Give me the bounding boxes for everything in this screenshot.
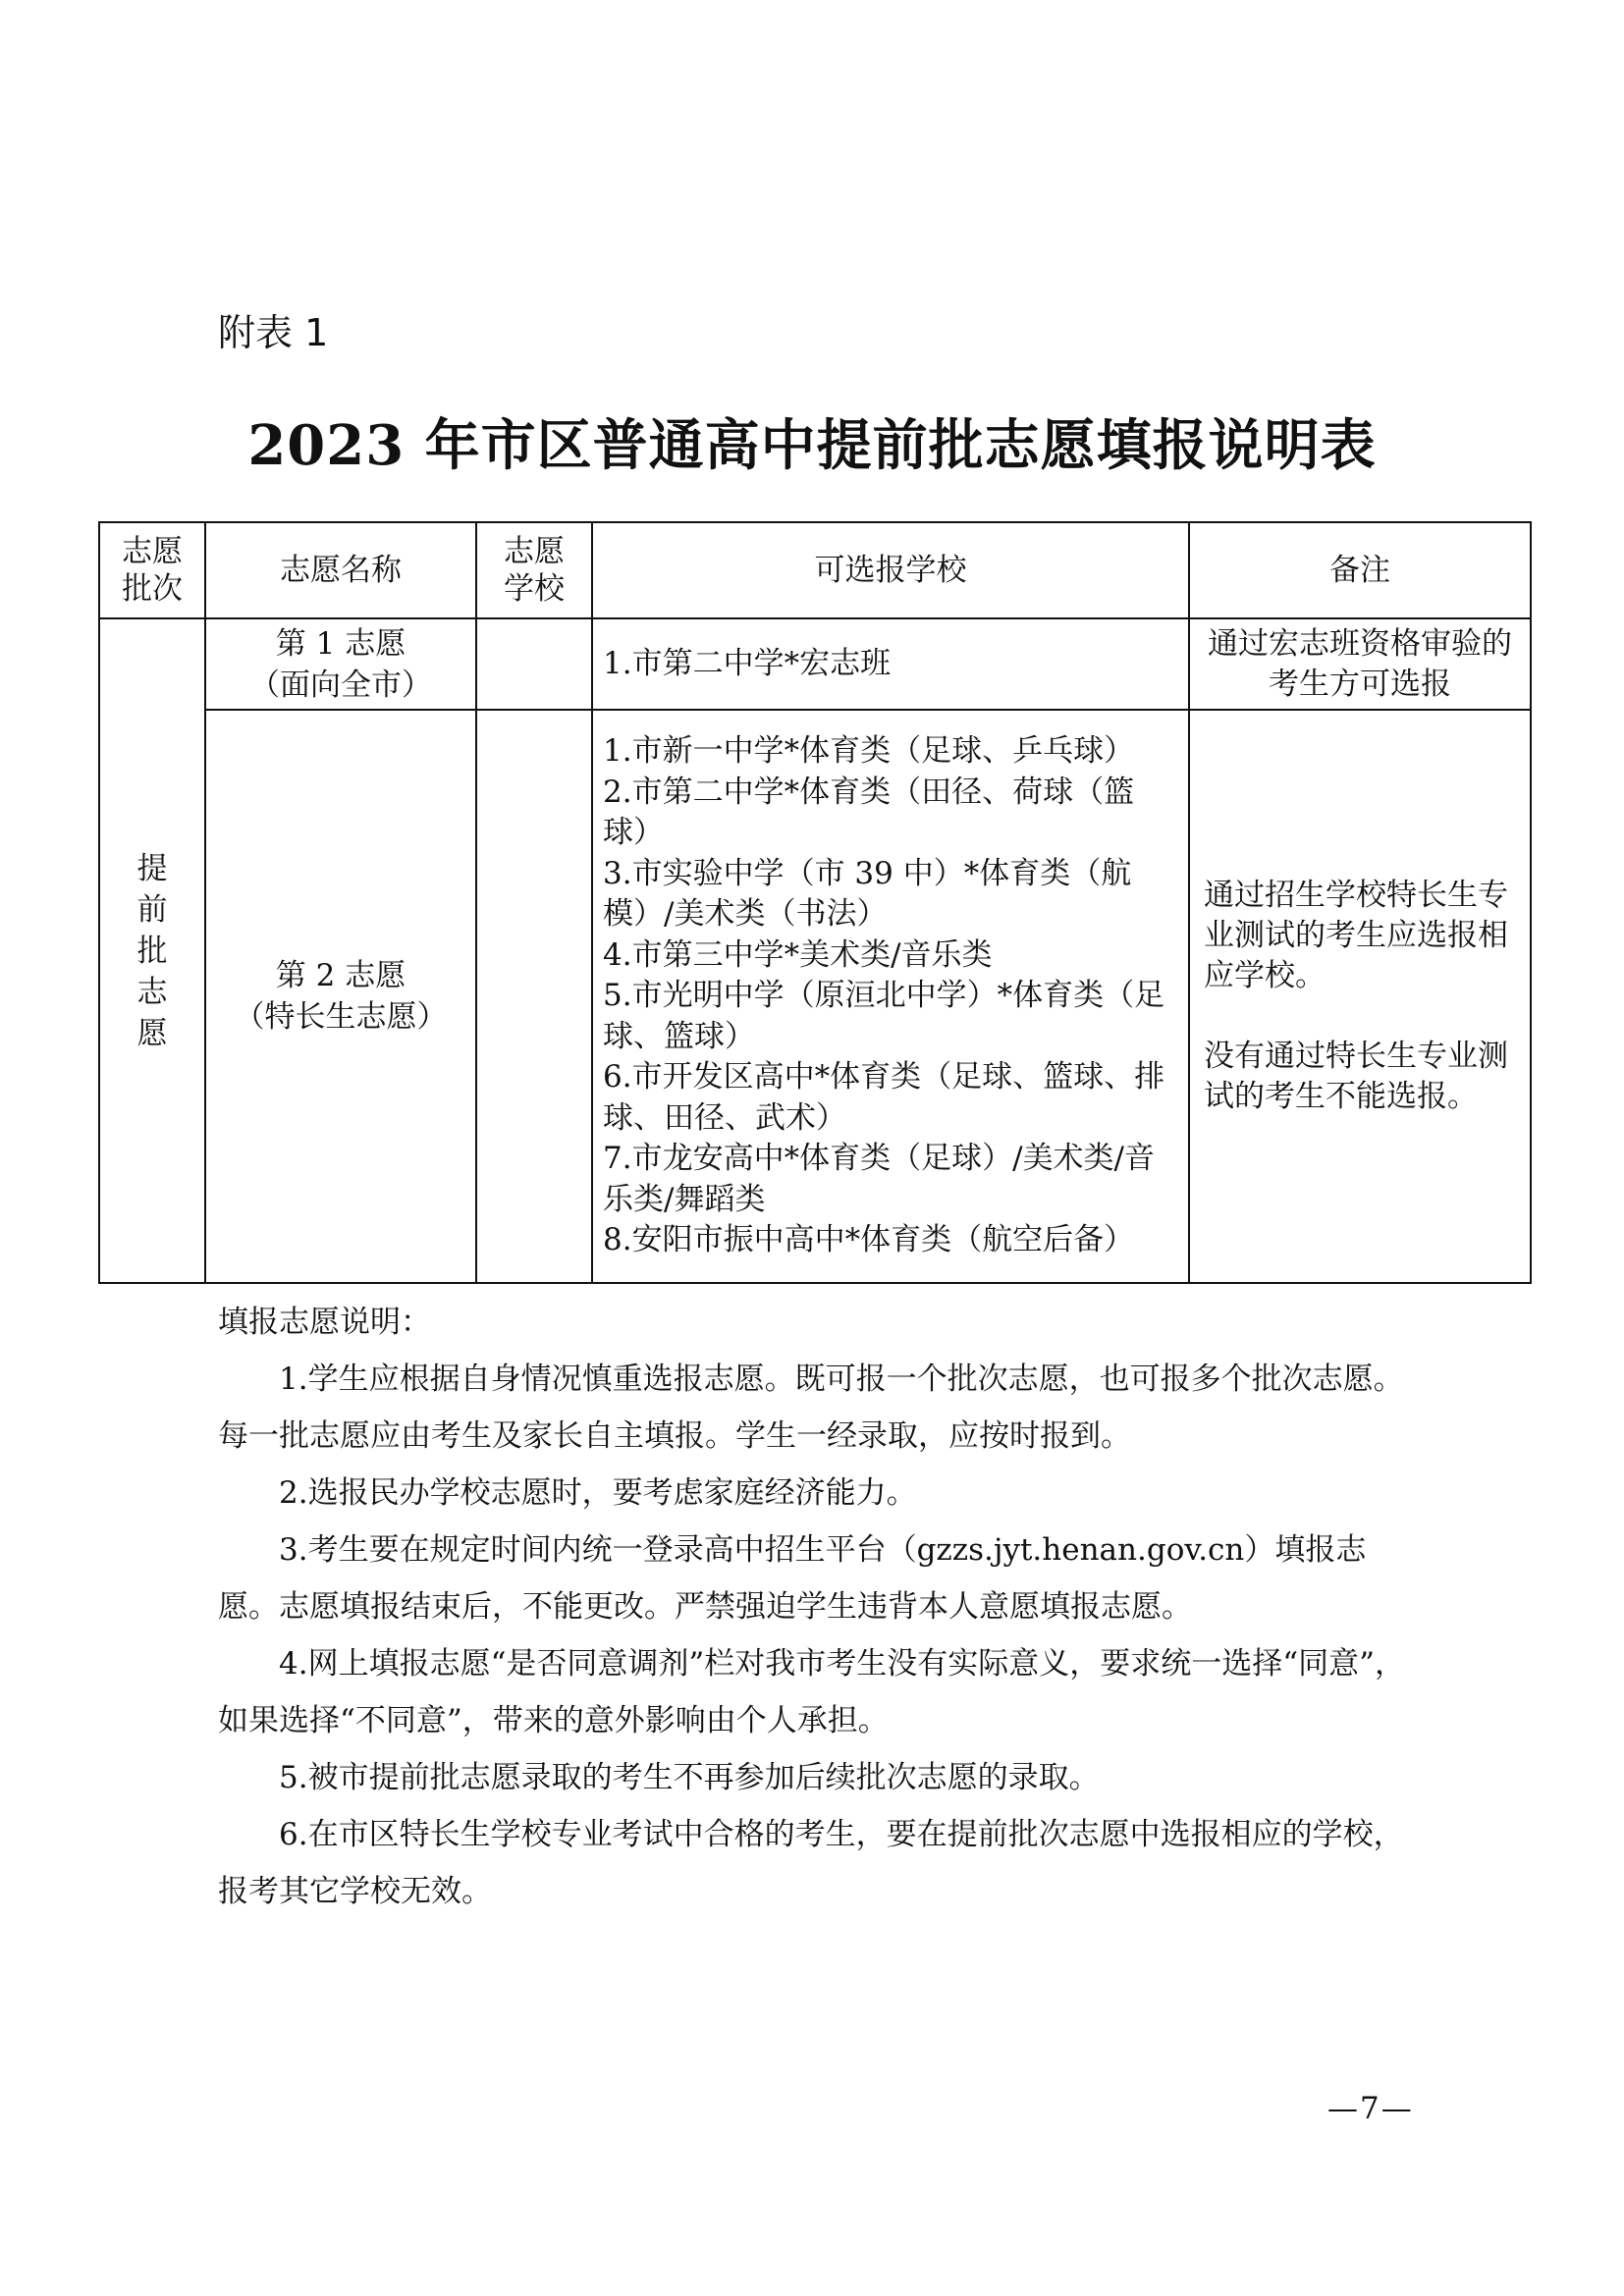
option-item: 1.市第二中学*宏志班 [603, 645, 892, 681]
appendix-label: 附表 1 [218, 311, 329, 354]
note-cell [1189, 710, 1531, 1283]
volunteer-school-cell [476, 618, 592, 710]
note-paragraph: 通过招生学校特长生专业测试的考生应选报相应学校。 [1204, 878, 1508, 993]
volunteer-name-cell [205, 710, 476, 1283]
volunteer-scope: （面向全市） [249, 667, 432, 703]
explanation-heading: 填报志愿说明： [218, 1305, 431, 1340]
options-cell [592, 618, 1189, 710]
header-note: 备注 [1189, 522, 1531, 618]
table-row [99, 618, 1531, 710]
note-paragraph: 没有通过特长生专业测试的考生不能选报。 [1204, 1039, 1508, 1114]
option-item: 7.市龙安高中*体育类（足球）/美术类/音乐类/舞蹈类 [603, 1141, 1155, 1217]
option-item: 6.市开发区高中*体育类（足球、篮球、排球、田径、武术） [603, 1059, 1165, 1136]
explanation-item: 2.选报民办学校志愿时，要考虑家庭经济能力。 [279, 1475, 917, 1511]
header-batch: 志愿批次 [99, 522, 205, 618]
option-item: 2.市第二中学*体育类（田径、荷球（篮球） [603, 774, 1135, 851]
note-cell: 通过宏志班资格审验的考生方可选报 [1189, 618, 1531, 710]
explanation-item: 4.网上填报志愿“是否同意调剂”栏对我市考生没有实际意义，要求统一选择“同意”，如果选择“不同意”，带来的意外影响由个人承担。 [218, 1646, 1405, 1738]
explanation-item: 5.被市提前批志愿录取的考生不再参加后续批次志愿的录取。 [279, 1760, 1100, 1795]
header-name: 志愿名称 [205, 522, 476, 618]
explanation-item: 1.学生应根据自身情况慎重选报志愿。既可报一个批次志愿，也可报多个批次志愿。每一批志愿应由考生及家长自主填报。学生一经录取，应按时报到。 [218, 1362, 1404, 1454]
option-item: 3.市实验中学（市 39 中）*体育类（航模）/美术类（书法） [603, 855, 1132, 933]
option-item: 1.市新一中学*体育类（足球、乒乓球） [603, 733, 1135, 770]
document-title: 2023 年市区普通高中提前批志愿填报说明表 [247, 413, 1377, 478]
volunteer-name: 第 2 志愿 [275, 958, 406, 993]
option-item: 8.安阳市振中高中*体育类（航空后备） [603, 1222, 1135, 1258]
header-options: 可选报学校 [592, 522, 1189, 618]
explanation-section [218, 1294, 1412, 1920]
option-item: 5.市光明中学（原洹北中学）*体育类（足球、篮球） [603, 978, 1165, 1054]
explanation-item: 3.考生要在规定时间内统一登录高中招生平台（gzzs.jyt.henan.gov.cn）填报志愿。志愿填报结束后，不能更改。严禁强迫学生违背本人意愿填报志愿。 [218, 1532, 1367, 1625]
page-number: —7— [1327, 2091, 1414, 2126]
volunteer-school-cell [476, 710, 592, 1283]
table-header-row [99, 522, 1531, 618]
options-cell [592, 710, 1189, 1283]
explanation-item: 6.在市区特长生学校专业考试中合格的考生，要在提前批次志愿中选报相应的学校，报考其它学校无效。 [218, 1817, 1404, 1909]
volunteer-scope: （特长生志愿） [234, 999, 448, 1035]
batch-cell: 提前批志愿 [99, 618, 205, 1283]
table-row [99, 710, 1531, 1283]
volunteer-name-cell [205, 618, 476, 710]
volunteer-name: 第 1 志愿 [275, 625, 406, 662]
volunteer-table [98, 521, 1532, 1284]
header-school: 志愿学校 [476, 522, 592, 618]
option-item: 4.市第三中学*美术类/音乐类 [603, 936, 993, 973]
